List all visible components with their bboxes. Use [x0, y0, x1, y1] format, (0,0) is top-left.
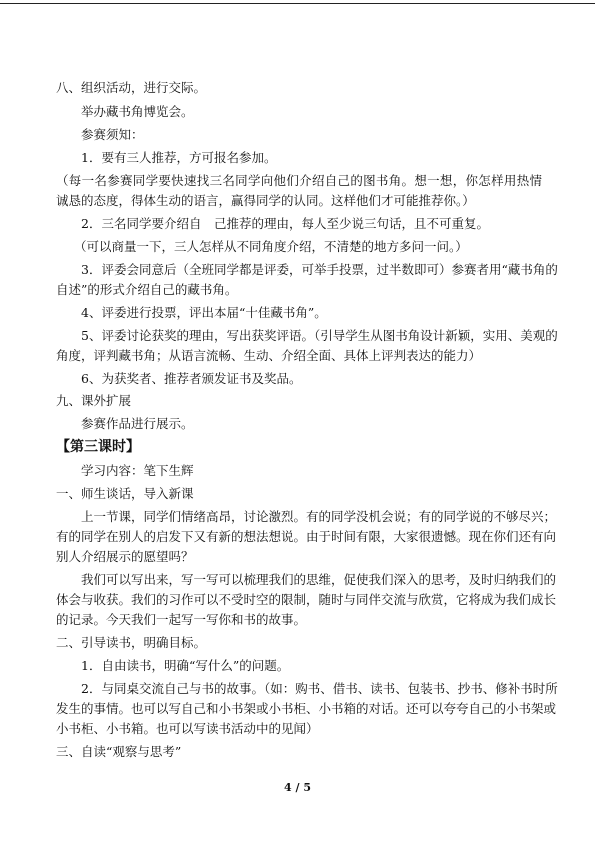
paragraph-line: 的记录。今天我们一起写一写你和书的故事。 [56, 612, 307, 627]
list-item: 3．评委会同意后（全班同学都是评委，可举手投票，过半数即可）参赛者用“藏书角的 [81, 262, 558, 277]
section-heading: 八、组织活动，进行交际。 [56, 80, 207, 95]
list-item: 5、评委讨论获奖的理由，写出获奖评语。（引导学生从图书角设计新颖，实用、美观的 [81, 328, 558, 343]
section-heading: 九、课外扩展 [56, 393, 132, 408]
paragraph-line: 角度，评判藏书角；从语言流畅、生动、介绍全面、具体上评判表达的能力） [56, 348, 482, 363]
paragraph-line: 小书柜、小书箱。也可以写读书活动中的见闻） [56, 721, 319, 736]
section-heading: 三、自读“观察与思考” [56, 744, 182, 759]
lesson-heading: 【第三课时】 [56, 439, 140, 455]
list-item: 6、为获奖者、推荐者颁发证书及奖品。 [81, 371, 302, 386]
paragraph-line: 举办藏书角博览会。 [81, 104, 194, 119]
paragraph-line: 自述”的形式介绍自己的藏书角。 [56, 282, 238, 297]
paragraph-line: （可以商量一下，三人怎样从不同角度介绍，不清楚的地方多问一问。） [74, 239, 468, 254]
paragraph-line: 有的同学在别人的启发下又有新的想法想说。由于时间有限，大家很遗憾。现在你们还有向 [56, 529, 557, 544]
section-heading: 二、引导读书，明确目标。 [56, 635, 207, 650]
paragraph-line: （每一名参赛同学要快速找三名同学向他们介绍自己的图书角。想一想，你怎样用热情 [56, 173, 542, 188]
paragraph-line: 上一节课，同学们情绪高昂，讨论激烈。有的同学没机会说；有的同学说的不够尽兴； [81, 509, 557, 524]
paragraph-line: 别人介绍展示的愿望吗？ [56, 549, 194, 564]
paragraph-line: 发生的事情。也可以写自己和小书架或小书柜、小书箱的对话。还可以夸夸自己的小书架或 [56, 701, 557, 716]
list-item: 4、评委进行投票，评出本届“十佳藏书角”。 [81, 305, 327, 320]
page-number: 4 / 5 [284, 781, 311, 794]
paragraph-line: 体会与收获。我们的习作可以不受时空的限制，随时与同伴交流与欣赏，它将成为我们成长 [56, 592, 557, 607]
top-rule [0, 3, 595, 4]
paragraph-line: 参赛须知： [81, 127, 144, 142]
paragraph-line: 学习内容：笔下生辉 [81, 463, 194, 478]
list-item: 2．三名同学要介绍自 己推荐的理由，每人至少说三句话，且不可重复。 [81, 216, 489, 231]
paragraph-line: 诚恳的态度，得体生动的语言，赢得同学的认同。这样他们才可能推荐你。） [56, 193, 475, 208]
list-item: 1．自由读书，明确“写什么”的问题。 [81, 658, 290, 673]
section-heading: 一、师生谈话，导入新课 [56, 486, 194, 501]
list-item: 2．与同桌交流自己与书的故事。（如：购书、借书、读书、包装书、抄书、修补书时所 [81, 681, 558, 696]
list-item: 1．要有三人推荐，方可报名参加。 [81, 150, 277, 165]
paragraph-line: 我们可以写出来，写一写可以梳理我们的思维，促使我们深入的思考，及时归纳我们的 [81, 572, 557, 587]
paragraph-line: 参赛作品进行展示。 [81, 416, 194, 431]
